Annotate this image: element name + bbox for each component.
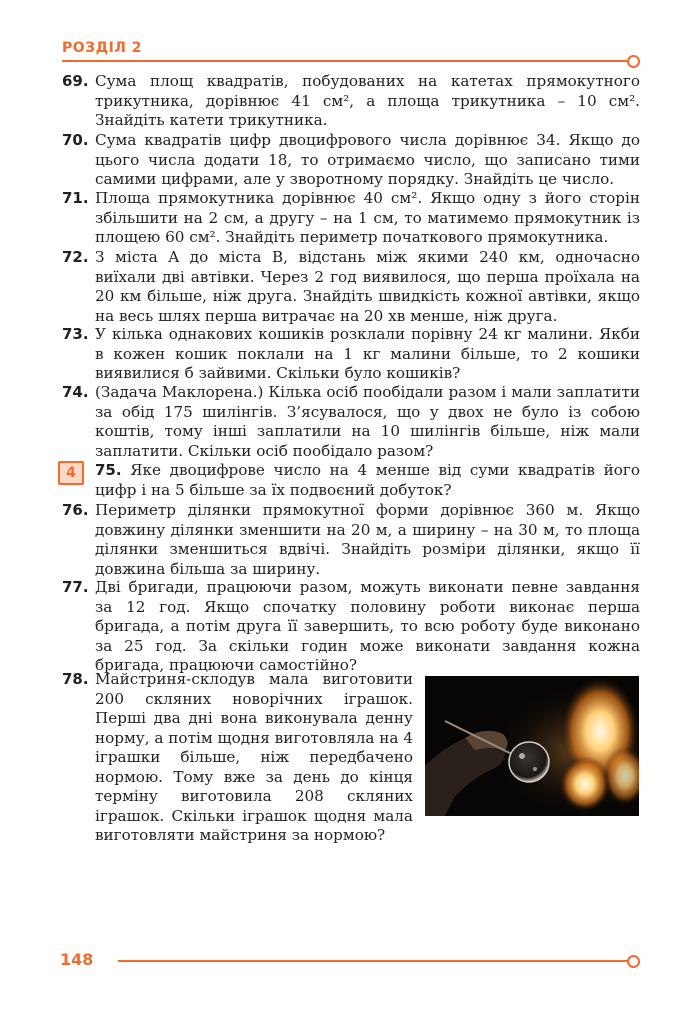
problem-number: 74. bbox=[62, 383, 89, 401]
problem-71 bbox=[62, 189, 640, 248]
problem-number: 77. bbox=[62, 578, 89, 596]
problem-69 bbox=[62, 72, 640, 131]
problem-72 bbox=[62, 248, 640, 326]
problem-number: 73. bbox=[62, 325, 89, 343]
problem-number: 71. bbox=[62, 189, 89, 207]
problem-text: З міста A до міста B, відстань між якими 240 км, одночасно виїхали дві автівки. Через 2 год виявилося, що перша проїхала на 20 км більше, ніж друга. Знайдіть швидкість кожної автівки, якщо на весь шлях перша витрачає на 20 хв менше, ніж друга. bbox=[95, 248, 640, 325]
page-number: 148 bbox=[60, 950, 94, 969]
problem-75 bbox=[62, 461, 640, 500]
problem-77 bbox=[62, 578, 640, 676]
glassblowing-photo-art bbox=[425, 676, 639, 816]
level-4-badge-icon: 4 bbox=[58, 461, 84, 485]
problem-number: 72. bbox=[62, 248, 89, 266]
problem-text: (Задача Маклорена.) Кілька осіб пообідали разом і мали заплатити за обід 175 шилінгів. З’ясувалося, що у двох не було із собою коштів, тому інші заплатили на 10 шилінгів більше, ніж мали заплатити. Скільки осіб пообідало разом? bbox=[95, 383, 640, 460]
problem-text: У кілька однакових кошиків розклали порівну 24 кг малини. Якби в кожен кошик поклали на 1 кг малини більше, то 2 кошики виявилися б зайвими. Скільки було кошиків? bbox=[95, 325, 640, 382]
glassblowing-photo bbox=[425, 676, 639, 816]
problem-70 bbox=[62, 131, 640, 190]
section-header: РОЗДІЛ 2 bbox=[62, 40, 143, 56]
problem-text: Майстриня-склодув мала виготовити 200 скляних новорічних іграшок. Перші два дні вона виконувала денну норму, а потім щодня виготовляла на 4 іграшки більше, ніж передбачено нормою. Тому вже за день до кінця терміну виготовила 208 скляних іграшок. Скільки іграшок щодня мала виготовляти майстриня за нормою? bbox=[95, 670, 413, 844]
problem-text: Сума площ квадратів, побудованих на катетах прямокутного трикутника, дорівнює 41 см², а площа трикутника – 10 см². Знайдіть катети трикутника. bbox=[95, 72, 640, 129]
footer-rule bbox=[118, 960, 628, 962]
problem-text: Дві бригади, працюючи разом, можуть виконати певне завдання за 12 год. Якщо спочатку половину роботи виконає перша бригада, а потім друга її завершить, то всю роботу буде виконано за 25 год. За скільки годин може виконати завдання кожна бригада, працюючи самостійно? bbox=[95, 578, 640, 674]
problem-text: Яке двоцифрове число на 4 менше від суми квадратів його цифр і на 5 більше за їх подвоєний добуток? bbox=[95, 461, 641, 499]
problem-73 bbox=[62, 325, 640, 384]
problem-text: Площа прямокутника дорівнює 40 см². Якщо одну з його сторін збільшити на 2 см, а другу – на 1 см, то матимемо прямокутник із площею 60 см². Знайдіть периметр початкового прямокутника. bbox=[95, 189, 640, 246]
problem-number: 76. bbox=[62, 501, 89, 519]
problem-number: 75. bbox=[95, 461, 122, 479]
header-rule bbox=[62, 60, 628, 62]
problem-text: Периметр ділянки прямокутної форми дорівнює 360 м. Якщо довжину ділянки зменшити на 20 м, а ширину – на 30 м, то площа ділянки зменшиться вдвічі. Знайдіть розміри ділянки, якщо її довжина більша за ширину. bbox=[95, 501, 640, 578]
footer-rule-end-dot bbox=[627, 955, 640, 968]
header-rule-end-dot bbox=[627, 55, 640, 68]
problem-number: 78. bbox=[62, 670, 89, 688]
problem-number: 69. bbox=[62, 72, 89, 90]
problem-74 bbox=[62, 383, 640, 461]
problem-number: 70. bbox=[62, 131, 89, 149]
problem-text: Сума квадратів цифр двоцифрового числа дорівнює 34. Якщо до цього числа додати 18, то отримаємо число, що записано тими самими цифрами, але у зворотному порядку. Знайдіть це число. bbox=[95, 131, 640, 188]
problem-76 bbox=[62, 501, 640, 579]
